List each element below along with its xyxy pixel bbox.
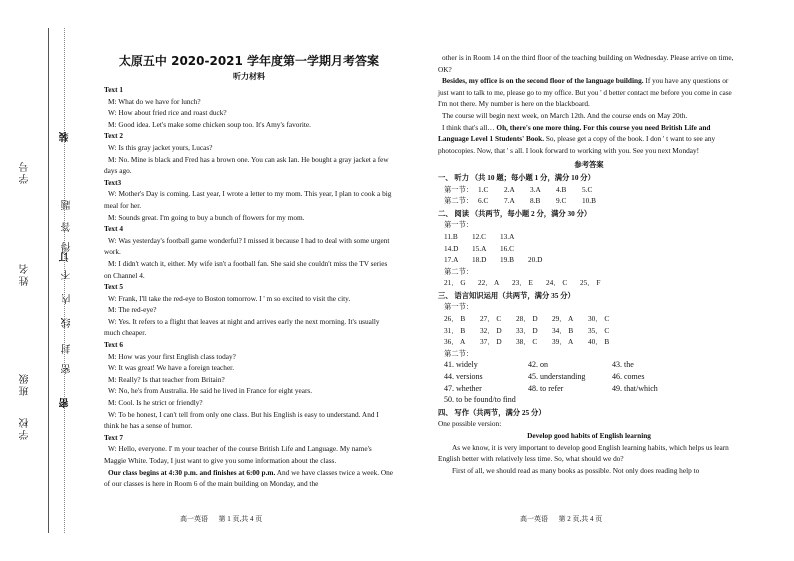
seal-char: 装 [60,132,71,142]
transcript-line: W: Was yesterday's football game wonderful? I missed it because I had to deal with some urgent work. [104,235,390,257]
footer-left: 高一英语 第 1 页,共 4 页 [180,515,263,523]
transcript-line: M: No. Mine is black and Fred has a brown one. You can ask Ian. He bought a gray jacket a few days ago. [104,154,389,176]
language-part1-label: 第一节： [444,302,474,312]
seal-char: 题 [62,198,73,210]
transcript-line: W: No, he's from Australia. He said he lived in France for eight years. [108,386,313,396]
reading-part1-label: 第一节： [444,220,474,230]
answers-title: 参考答案 [574,160,604,170]
transcript-line: W: Is this gray jacket yours, Lucas? [108,142,213,152]
text-heading: Text 6 [104,340,123,350]
section-reading: 二、 阅读 （共两节，每小题 2 分，满分 30 分） [438,208,592,218]
listening-part1: 第一节： 1.C 2.A 3.A 4.B 5.C [444,184,593,194]
transcript-line: M: Good idea. Let's make some chicken soup too. It's Amy's favorite. [108,119,311,129]
text-heading: Text 5 [104,282,123,292]
transcript-line: W: It was great! We have a foreign teacher. [108,363,235,373]
essay-title: Develop good habits of English learning [527,431,651,440]
transcript-line: The course will begin next week, on March 12th. And the course ends on May 20th. [442,110,688,120]
seal-char: 密 [62,362,73,374]
text-heading: Text 4 [104,224,123,234]
seal-char: 封 [62,342,73,354]
section-language: 三、 语言知识运用（共两节，满分 35 分） [438,290,575,300]
seal-char: 密 [60,398,71,408]
cloze-row: 31． B 32． D 33． D 34． B 35． C [444,325,610,335]
label-student-number: 学号 [20,160,31,184]
label-class: 班级 [20,372,31,396]
transcript-line: W: How about fried rice and roast duck? [108,108,227,118]
text-heading: Text 1 [104,85,123,94]
footer-right: 高一英语 第 2 页,共 4 页 [520,515,603,523]
seal-char: 答 [62,220,73,232]
reading-part2-label: 第二节： [444,266,474,276]
binding-line [48,28,49,533]
transcript-line: I think that's all… Oh, there's one more thing. For this course you need British Life and Language Level 1 Students' Book. So, please get a copy of the book. I don ' t want to see any photocopies. Now, that ' s all. I look forward to working with you. See you next Monday! [438,122,716,155]
seal-char: 订 [60,252,71,262]
transcript-line: M: Really? Is that teacher from Britain? [108,374,225,384]
reading-row: 17.A 18.D 19.B 20.D [444,255,543,265]
transcript-line: M: What do we have for lunch? [108,96,201,106]
cloze-row: 26． B 27． C 28． D 29． A 30． C [444,314,610,324]
listening-part2: 第二节： 6.C 7.A 8.B 9.C 10.B [444,196,596,206]
transcript-line: M: How was your first English class today? [108,351,236,361]
page-title: 太原五中 2020-2021 学年度第一学期月考答案 听力材料 [104,54,394,84]
transcript-line: other is in Room 14 on the third floor of the teaching building on Wednesday. Please arrive on time, OK? [438,53,734,74]
transcript-line: M: The red-eye? [108,305,157,315]
transcript-line: W: To be honest, I can't tell from only one class. But his English is easy to understand. And I think he has a sense of humor. [104,409,379,431]
reading-part2: 21． G 22． A 23． E 24． C 25． F [444,278,601,288]
page-subtitle: 听力材料 [233,72,265,81]
seal-char: 内 [62,292,73,304]
text-heading: Text 2 [104,131,123,141]
listening-transcript [104,84,394,490]
label-name: 姓名 [20,262,31,286]
section-listening: 一、 听力 （共 10 题；每小题 1 分，满分 10 分） [438,172,595,182]
transcript-line: M: I didn't watch it, either. My wife isn't a football fan. She said she couldn't miss the TV series on Channel 4. [104,258,388,280]
text-heading: Text3 [104,177,122,187]
essay-paragraph: First of all, we should read as many books as possible. Not only does reading help to [452,465,700,475]
seal-char: 不 [62,268,73,280]
seal-char: 线 [62,316,73,328]
transcript-line: M: Sounds great. I'm going to buy a bunch of flowers for my mom. [108,212,305,222]
grammar-row: 50. to be found/to find [444,395,516,405]
reading-row: 11.B 12.C 13.A [444,231,515,241]
essay-intro: One possible version: [438,419,502,429]
section-writing: 四、 写作（共两节，满分 25 分） [438,407,546,417]
reading-row: 14.D 15.A 16.C [444,243,514,253]
language-part2-label: 第二节： [444,348,474,358]
seal-char: 得 [62,240,73,252]
grammar-row: 47. whether 48. to refer 49. that/which [444,383,658,393]
essay-paragraph: As we know, it is very important to develop good English learning habits, which helps us learn English better with relatively less time. So, what should we do? [438,442,729,464]
transcript-line: W: Hello, everyone. I' m your teacher of the course British Life and Language. My name's Maggie White. Today, I just want to give you some information about the class. [104,444,372,465]
transcript-line: W: Yes. It refers to a flight that leaves at night and arrives early the next morning. It's usually much cheaper. [104,316,380,338]
seal-line [64,28,65,533]
cloze-row: 36． A 37． D 38． C 39． A 40． B [444,337,610,347]
transcript-line: M: Cool. Is he strict or friendly? [108,398,203,408]
text-heading: Text 7 [104,432,123,442]
transcript-line: W: Mother's Day is coming. Last year, I wrote a letter to my mom. This year, I plan to cook a big meal for her. [104,189,392,210]
grammar-row: 44. versions 45. understanding 46. comes [444,372,645,382]
transcript-line: Besides, my office is on the second floor of the language building. If you have any questions or just want to talk to me, please go to my office. But you ' d better contact me before you come in case I'm not there. My number is here on the blackboard. [438,76,732,109]
transcript-line: W: Frank, I'll take the red-eye to Boston tomorrow. I ' m so excited to visit the city. [108,293,351,303]
label-school: 学校 [20,416,31,440]
transcript-continued [438,52,740,156]
grammar-row: 41. widely 42. on 43. the [444,360,634,370]
answer-column [438,52,740,476]
transcript-line: Our class begins at 4:30 p.m. and finishes at 6:00 p.m. And we have classes twice a week. One of our classes is here in Room 6 of the main building on Monday, and the [104,467,394,489]
